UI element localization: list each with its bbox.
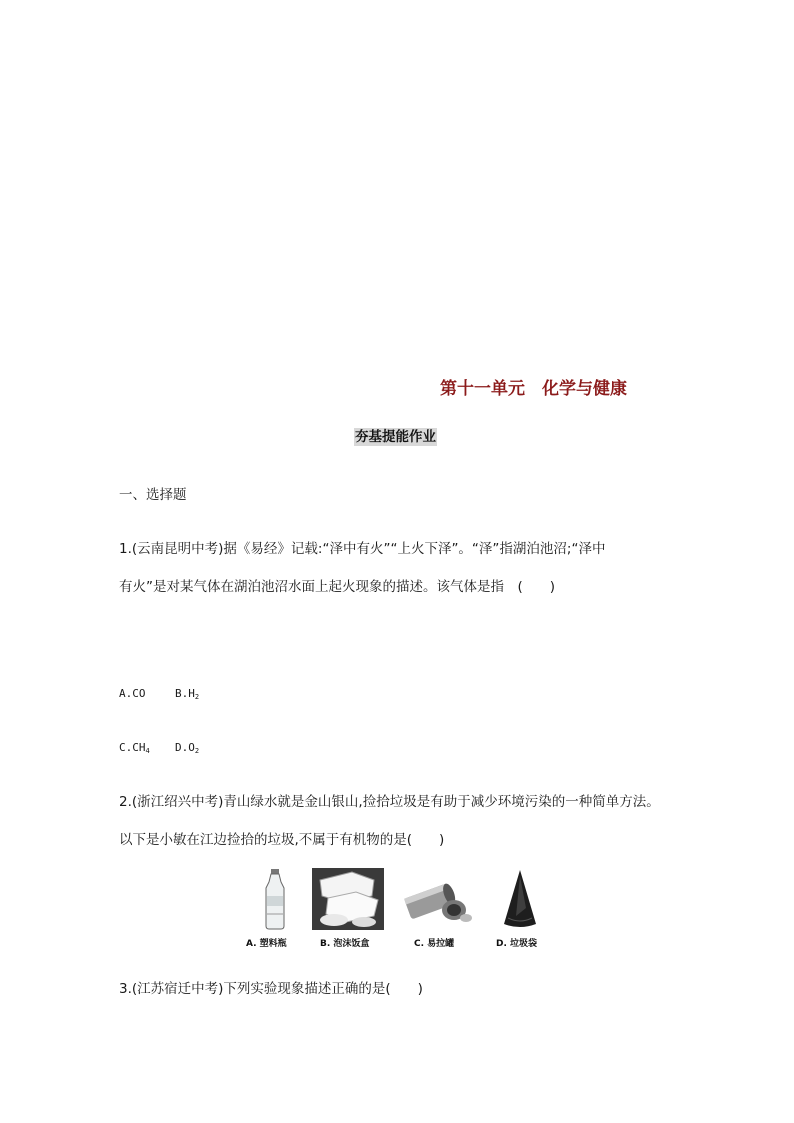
section-heading: 一、选择题 xyxy=(119,487,187,503)
q1-option-b: $B.H_2$ xyxy=(175,687,200,701)
plastic-bottle-image xyxy=(260,868,290,930)
q1-stem-line1: 1.(云南昆明中考)据《易经》记载:“泽中有火”“上火下泽”。“泽”指湖泊池沼;“泽中 xyxy=(119,541,606,557)
caption-d: D. 垃圾袋 xyxy=(496,939,538,949)
exercise-subtitle: 夯基提能作业 xyxy=(355,429,436,445)
q1-option-d-subscript: 2 xyxy=(194,747,200,755)
q1-stem-line2: 有火”是对某气体在湖泊池沼水面上起火现象的描述。该气体是指 ( ) xyxy=(119,579,556,595)
q1-option-a: A.CO xyxy=(119,687,146,700)
can-image xyxy=(400,868,474,930)
caption-c: C. 易拉罐 xyxy=(414,939,455,949)
foam-lunchbox-image xyxy=(312,868,384,930)
q1-option-b-subscript: 2 xyxy=(194,693,200,701)
caption-b: B. 泡沫饭盒 xyxy=(320,939,370,949)
q1-option-d: $D.O_2$ xyxy=(175,741,200,755)
q3-stem-line1: 3.(江苏宿迁中考)下列实验现象描述正确的是( ) xyxy=(119,981,423,997)
garbage-figure xyxy=(244,868,556,952)
q2-stem-line2: 以下是小敏在江边捡拾的垃圾,不属于有机物的是( ) xyxy=(119,832,445,848)
unit-title: 第十一单元 化学与健康 xyxy=(440,379,627,399)
q1-option-c: $C.CH_4$ xyxy=(119,741,150,755)
q1-option-c-subscript: 4 xyxy=(145,747,150,755)
q2-stem-line1: 2.(浙江绍兴中考)青山绿水就是金山银山,捡拾垃圾是有助于减少环境污染的一种简单方法。 xyxy=(119,794,660,810)
garbage-bag-image xyxy=(500,868,540,930)
caption-a: A. 塑料瓶 xyxy=(246,939,287,949)
